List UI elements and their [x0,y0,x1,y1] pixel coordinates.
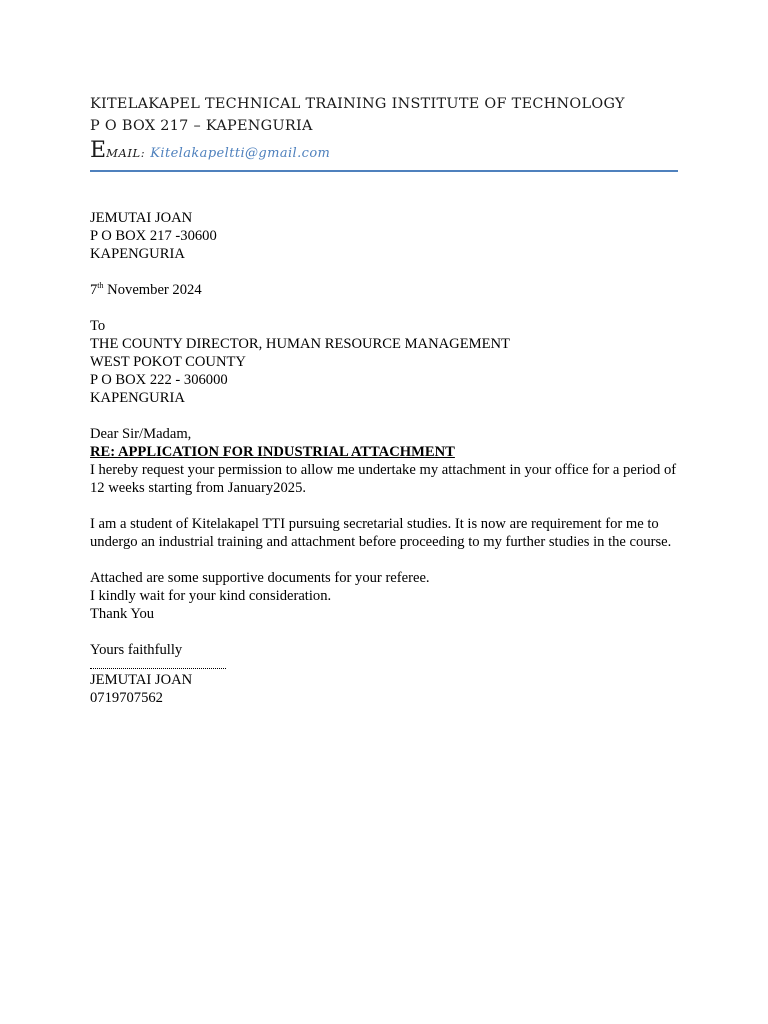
sender-box: P O BOX 217 -30600 [90,228,217,244]
letter-page [90,93,678,707]
paragraph-request: I hereby request your permission to allow me undertake my attachment in your office for a period of 12 weeks starting from January2025. [90,462,677,496]
signature-phone: 0719707562 [90,690,163,706]
recipient-title: THE COUNTY DIRECTOR, HUMAN RESOURCE MANAGEMENT [90,336,510,352]
salutation: Dear Sir/Madam, [90,426,192,442]
sender-name: JEMUTAI JOAN [90,210,193,226]
letterhead-divider [90,170,678,172]
closing-thanks: Thank You [90,606,155,622]
institution-name: KITELAKAPEL TECHNICAL TRAINING INSTITUTE OF TECHNOLOGY [90,96,625,112]
email-label-initial: E [90,138,107,163]
sender-town: KAPENGURIA [90,246,185,262]
subject-line: RE: APPLICATION FOR INDUSTRIAL ATTACHMENT [90,444,455,460]
closing-attached: Attached are some supportive documents for your referee. [90,570,430,586]
paragraph-student: I am a student of Kitelakapel TTI pursuing secretarial studies. It is now are requirement for me to undergo an industrial training and attachment before proceeding to my further studies in the course. [90,516,672,550]
email-address-link[interactable]: Kitelakapeltti@gmail.com [150,146,331,161]
recipient-to: To [90,318,106,334]
signature-line [90,659,226,669]
signature-name: JEMUTAI JOAN [90,672,193,688]
signoff: Yours faithfully [90,642,183,658]
letter-body [90,209,678,707]
recipient-town: KAPENGURIA [90,390,185,406]
institution-address: P O BOX 217 – KAPENGURIA [90,118,313,134]
date-rest: November 2024 [103,282,202,298]
recipient-box: P O BOX 222 - 306000 [90,372,228,388]
closing-consideration: I kindly wait for your kind consideration. [90,588,332,604]
letterhead [90,93,678,137]
date-day: 7 [90,282,98,298]
recipient-county: WEST POKOT COUNTY [90,354,246,370]
email-line [90,137,678,168]
date-suffix: th [97,281,104,291]
letter-date [90,281,678,299]
email-label: MAIL: [106,146,146,160]
